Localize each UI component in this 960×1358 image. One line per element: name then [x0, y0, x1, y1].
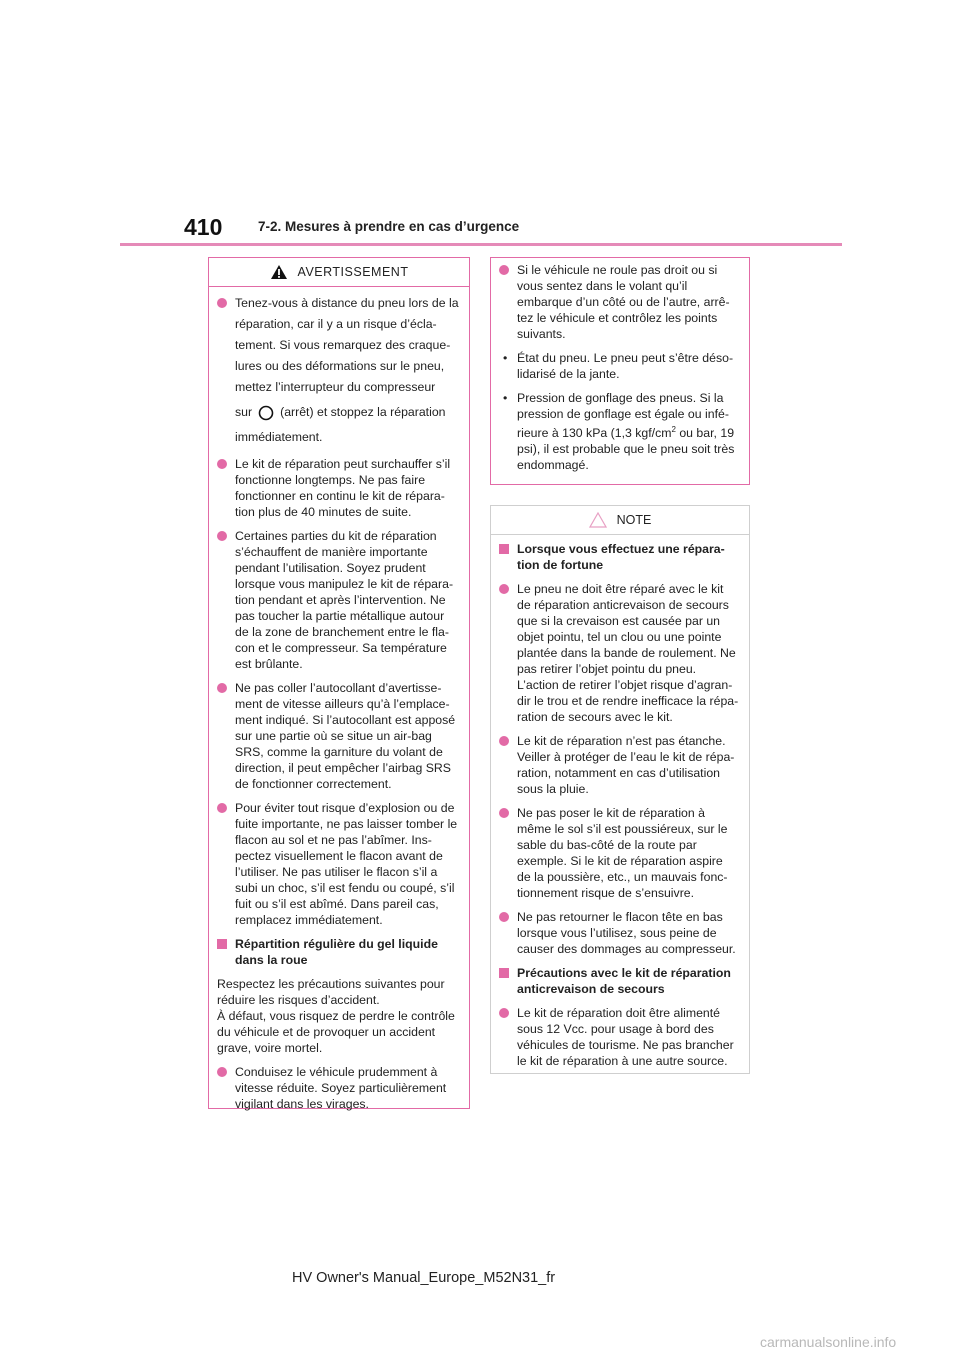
warning-item-1 — [217, 293, 459, 448]
note-item-2 — [499, 733, 739, 797]
continuation-sub-text-1: État du pneu. Le pneu peut s’être déso-lidarisé de la jante. — [517, 351, 734, 381]
warning-heading-1 — [217, 936, 459, 968]
bullet-dot — [217, 298, 227, 308]
bullet-dot — [499, 808, 509, 818]
header-rule — [120, 243, 842, 246]
note-text-5: Le kit de réparation doit être alimenté sous 12 Vcc. pour usage à bord des véhicules de tourisme. Ne pas brancher le kit de réparation à une autre source. — [517, 1006, 734, 1068]
bullet-dot — [499, 1008, 509, 1018]
warning-text-4: Ne pas coller l’autocollant d’avertisse-ment de vitesse ailleurs qu’à l’emplace-ment indiqué. Si l’autocollant est apposé sur une partie où se situe un air-bag SRS, comme la garniture du volant de direction, il peut empêcher l’airbag SRS de fonctionner correctement. — [235, 681, 456, 791]
warning-text-1b-post: (arrêt) et stoppez la réparation — [280, 405, 446, 419]
continuation-text-1: Si le véhicule ne roule pas droit ou si vous sentez dans le volant qu’il embarque d’un côté ou de l’autre, arrê-tez le véhicule et contrôlez les points suivants. — [517, 263, 730, 341]
bullet-square — [499, 544, 509, 554]
note-content — [491, 535, 749, 1069]
bullet-dot — [499, 736, 509, 746]
warning-triangle-icon — [270, 264, 288, 280]
bullet-square — [217, 939, 227, 949]
bullet-dot — [217, 683, 227, 693]
bullet-square — [499, 968, 509, 978]
continuation-sub-2 — [499, 390, 739, 473]
warning-para-1a: Respectez les précautions suivantes pour réduire les risques d’accident. — [217, 977, 445, 1007]
note-header — [491, 506, 749, 535]
warning-text-6: Conduisez le véhicule prudemment à vitesse réduite. Soyez particulièrement vigilant dans les virages. — [235, 1065, 447, 1111]
bullet-dot — [217, 459, 227, 469]
sub2-text-b: ou bar, 19 psi), il est probable que le pneu soit très endommagé. — [517, 426, 735, 473]
warning-item-6 — [217, 1064, 459, 1112]
warning-item-5 — [217, 800, 459, 928]
note-heading-2 — [499, 965, 739, 997]
warning-title: AVERTISSEMENT — [297, 265, 409, 279]
sub2-superscript: 2 — [671, 425, 676, 434]
note-item-5 — [499, 1005, 739, 1069]
warning-heading-1-text: Répartition régulière du gel liquide dans la roue — [235, 937, 438, 967]
power-off-circle-icon — [258, 405, 274, 421]
warning-text-2: Le kit de réparation peut surchauffer s’il fonctionne longtemps. Ne pas faire fonctionner en continu le kit de répara-tion plus de 40 minutes de suite. — [235, 457, 451, 519]
warning-text-5: Pour éviter tout risque d’explosion ou de fuite importante, ne pas laisser tomber le flacon au sol et ne pas l’abîmer. Ins-pectez visuellement le flacon avant de l’utiliser. Ne pas utiliser le flacon s’il a subi un choc, s’il est fendu ou coupé, s’il fuit ou s’il est abîmé. Dans pareil cas, remplacez immédiatement. — [235, 801, 458, 927]
warning-content — [209, 287, 469, 1112]
warning-text-1a: Tenez-vous à distance du pneu lors de la réparation, car il y a un risque d’écla-tement. Si vous remarquez des craque-lures ou des déformations sur le pneu, mettez l’interrupteur du compresseur — [235, 296, 459, 394]
warning-header — [209, 258, 469, 287]
note-text-2: Le kit de réparation n’est pas étanche. Veiller à protéger de l’eau le kit de répa-ration, notamment en cas d’utilisation sous la pluie. — [517, 734, 735, 796]
section-title: 7-2. Mesures à prendre en cas d’urgence — [258, 219, 520, 234]
note-heading-1 — [499, 541, 739, 573]
bullet-dot — [217, 803, 227, 813]
warning-item-3 — [217, 528, 459, 672]
warning-paragraph-1 — [217, 976, 459, 1056]
note-text-3: Ne pas poser le kit de réparation à même le sol s’il est poussiéreux, sur le sable du bas-côté de la route par exemple. Si le kit de réparation aspire de la poussière, etc., un mauvais fonc-tionnement risque de s’ensuivre. — [517, 806, 728, 900]
bullet-dot — [217, 531, 227, 541]
note-text-1: Le pneu ne doit être réparé avec le kit de réparation anticrevaison de secours que si la crevaison est causée par un objet pointu, tel un clou ou une pointe plantée dans la bande de roulement. Ne pas retirer l’objet pointu du pneu. L’action de retirer l’objet risque d’agran-dir le trou et de rendre inefficace la répa-ration de secours avec le kit. — [517, 582, 739, 724]
warning-item-4 — [217, 680, 459, 792]
note-item-1 — [499, 581, 739, 725]
page-number: 410 — [184, 214, 223, 240]
note-item-4 — [499, 909, 739, 957]
note-heading-2-text: Précautions avec le kit de réparation anticrevaison de secours — [517, 966, 731, 996]
warning-text-3: Certaines parties du kit de réparation s’échauffent de manière importante pendant l’utilisation. Soyez prudent lorsque vous manipulez le kit de répara-tion pendant et après l’intervention. Ne pas toucher la partie métallique autour de la zone de branchement entre le fla-con et le compresseur. Sa température est brûlante. — [235, 529, 454, 671]
bullet-dot — [499, 584, 509, 594]
note-title: NOTE — [616, 513, 652, 527]
continuation-item-1 — [499, 262, 739, 342]
sub2-text-a: Pression de gonflage des pneus. Si la pression de gonflage est égale ou infé-rieure à 130 kPa (1,3 kgf/cm — [517, 391, 729, 441]
note-item-3 — [499, 805, 739, 901]
watermark: carmanualsonline.info — [760, 1334, 897, 1350]
bullet-dot — [499, 912, 509, 922]
warning-continuation-box — [490, 257, 750, 485]
continuation-content — [491, 258, 749, 473]
note-box — [490, 505, 750, 1074]
warning-box — [208, 257, 470, 1109]
warning-para-1b: À défaut, vous risquez de perdre le contrôle du véhicule et de provoquer un accident grave, voire mortel. — [217, 1009, 455, 1055]
bullet-dot — [217, 1067, 227, 1077]
warning-text-1c: immédiatement. — [235, 430, 323, 444]
sub-bullet: • — [503, 391, 508, 405]
bullet-dot — [499, 265, 509, 275]
warning-text-1b-pre: sur — [235, 405, 253, 419]
caution-triangle-icon — [589, 512, 607, 528]
continuation-sub-1 — [499, 350, 739, 382]
manual-footer: HV Owner's Manual_Europe_M52N31_fr — [292, 1270, 556, 1286]
note-text-4: Ne pas retourner le flacon tête en bas lorsque vous l’utilisez, sous peine de causer des dommages au compresseur. — [517, 910, 736, 956]
continuation-sub-text-2 — [517, 390, 739, 473]
sub-bullet: • — [503, 351, 508, 365]
warning-text-1b — [235, 402, 459, 423]
warning-item-2 — [217, 456, 459, 520]
note-heading-1-text: Lorsque vous effectuez une répara-tion de fortune — [517, 542, 725, 572]
